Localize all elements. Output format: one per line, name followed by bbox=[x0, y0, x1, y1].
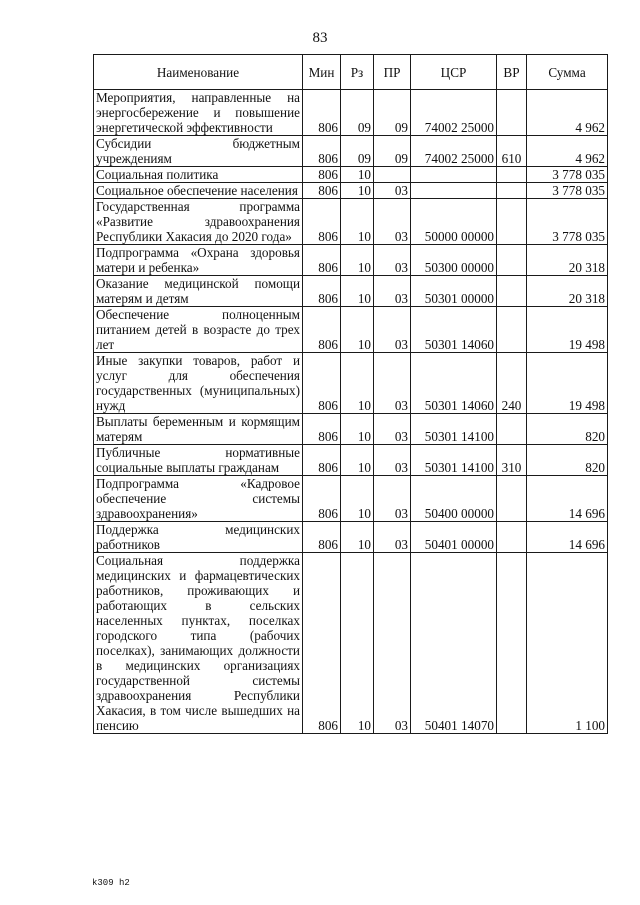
cell-pr: 03 bbox=[374, 199, 411, 245]
cell-csr: 50301 14100 bbox=[411, 414, 497, 445]
table-row bbox=[94, 476, 608, 522]
cell-sum: 3 778 035 bbox=[527, 167, 608, 183]
cell-pr: 03 bbox=[374, 522, 411, 553]
cell-sum: 4 962 bbox=[527, 90, 608, 136]
header-vr: ВР bbox=[497, 55, 527, 90]
cell-rz: 10 bbox=[341, 522, 374, 553]
cell-vr bbox=[497, 245, 527, 276]
cell-name: Публичные нормативные социальные выплаты гражданам bbox=[94, 445, 303, 476]
cell-name: Мероприятия, направленные на энергосбережение и повышение энергетической эффективности bbox=[94, 90, 303, 136]
cell-pr: 03 bbox=[374, 307, 411, 353]
table-row bbox=[94, 136, 608, 167]
cell-pr: 09 bbox=[374, 136, 411, 167]
cell-min: 806 bbox=[303, 307, 341, 353]
cell-sum: 19 498 bbox=[527, 307, 608, 353]
cell-csr: 50401 00000 bbox=[411, 522, 497, 553]
table-header-row bbox=[94, 55, 608, 90]
cell-rz: 10 bbox=[341, 245, 374, 276]
cell-name: Выплаты беременным и кормящим матерям bbox=[94, 414, 303, 445]
cell-csr: 50401 14070 bbox=[411, 553, 497, 734]
cell-csr: 50301 14100 bbox=[411, 445, 497, 476]
cell-pr: 03 bbox=[374, 414, 411, 445]
cell-rz: 10 bbox=[341, 199, 374, 245]
cell-vr bbox=[497, 276, 527, 307]
cell-pr bbox=[374, 167, 411, 183]
cell-sum: 14 696 bbox=[527, 476, 608, 522]
cell-rz: 10 bbox=[341, 183, 374, 199]
header-min: Мин bbox=[303, 55, 341, 90]
cell-vr bbox=[497, 553, 527, 734]
cell-name: Обеспечение полноценным питанием детей в возрасте до трех лет bbox=[94, 307, 303, 353]
cell-rz: 09 bbox=[341, 136, 374, 167]
cell-name: Государственная программа «Развитие здравоохранения Республики Хакасия до 2020 года» bbox=[94, 199, 303, 245]
cell-rz: 10 bbox=[341, 167, 374, 183]
table-row bbox=[94, 353, 608, 414]
header-rz: Рз bbox=[341, 55, 374, 90]
cell-sum: 19 498 bbox=[527, 353, 608, 414]
cell-csr bbox=[411, 167, 497, 183]
cell-min: 806 bbox=[303, 276, 341, 307]
cell-rz: 10 bbox=[341, 353, 374, 414]
cell-csr: 74002 25000 bbox=[411, 136, 497, 167]
cell-sum: 1 100 bbox=[527, 553, 608, 734]
cell-vr bbox=[497, 199, 527, 245]
cell-sum: 20 318 bbox=[527, 276, 608, 307]
cell-vr: 240 bbox=[497, 353, 527, 414]
table-row bbox=[94, 199, 608, 245]
cell-pr: 03 bbox=[374, 553, 411, 734]
table-row bbox=[94, 553, 608, 734]
header-name: Наименование bbox=[94, 55, 303, 90]
cell-rz: 10 bbox=[341, 476, 374, 522]
cell-rz: 09 bbox=[341, 90, 374, 136]
cell-min: 806 bbox=[303, 183, 341, 199]
cell-vr bbox=[497, 307, 527, 353]
cell-sum: 14 696 bbox=[527, 522, 608, 553]
cell-csr: 50301 00000 bbox=[411, 276, 497, 307]
cell-min: 806 bbox=[303, 136, 341, 167]
table-row bbox=[94, 276, 608, 307]
cell-pr: 03 bbox=[374, 476, 411, 522]
cell-min: 806 bbox=[303, 199, 341, 245]
cell-vr bbox=[497, 167, 527, 183]
cell-csr bbox=[411, 183, 497, 199]
page-number: 83 bbox=[312, 30, 328, 46]
footer-code: k309 h2 bbox=[92, 878, 130, 888]
cell-vr bbox=[497, 522, 527, 553]
cell-pr: 03 bbox=[374, 445, 411, 476]
budget-table bbox=[93, 54, 608, 734]
cell-name: Социальное обеспечение населения bbox=[94, 183, 303, 199]
cell-name: Подпрограмма «Охрана здоровья матери и ребенка» bbox=[94, 245, 303, 276]
cell-sum: 20 318 bbox=[527, 245, 608, 276]
cell-vr: 610 bbox=[497, 136, 527, 167]
header-pr: ПР bbox=[374, 55, 411, 90]
table-row bbox=[94, 445, 608, 476]
cell-min: 806 bbox=[303, 445, 341, 476]
header-sum: Сумма bbox=[527, 55, 608, 90]
table-row bbox=[94, 90, 608, 136]
table-row bbox=[94, 307, 608, 353]
cell-vr bbox=[497, 476, 527, 522]
table-row bbox=[94, 414, 608, 445]
cell-sum: 3 778 035 bbox=[527, 199, 608, 245]
cell-name: Оказание медицинской помощи матерям и детям bbox=[94, 276, 303, 307]
cell-csr: 50301 14060 bbox=[411, 307, 497, 353]
cell-min: 806 bbox=[303, 90, 341, 136]
cell-vr bbox=[497, 90, 527, 136]
table-body bbox=[94, 90, 608, 734]
cell-rz: 10 bbox=[341, 414, 374, 445]
cell-name: Иные закупки товаров, работ и услуг для обеспечения государственных (муниципальных) нужд bbox=[94, 353, 303, 414]
cell-csr: 50400 00000 bbox=[411, 476, 497, 522]
cell-min: 806 bbox=[303, 167, 341, 183]
cell-csr: 74002 25000 bbox=[411, 90, 497, 136]
cell-sum: 820 bbox=[527, 414, 608, 445]
cell-min: 806 bbox=[303, 414, 341, 445]
cell-min: 806 bbox=[303, 553, 341, 734]
cell-pr: 03 bbox=[374, 183, 411, 199]
table-row bbox=[94, 245, 608, 276]
cell-rz: 10 bbox=[341, 553, 374, 734]
table-row bbox=[94, 183, 608, 199]
cell-pr: 03 bbox=[374, 276, 411, 307]
cell-pr: 09 bbox=[374, 90, 411, 136]
table-row bbox=[94, 522, 608, 553]
cell-name: Поддержка медицинских работников bbox=[94, 522, 303, 553]
cell-pr: 03 bbox=[374, 353, 411, 414]
cell-csr: 50301 14060 bbox=[411, 353, 497, 414]
cell-min: 806 bbox=[303, 353, 341, 414]
cell-pr: 03 bbox=[374, 245, 411, 276]
cell-rz: 10 bbox=[341, 276, 374, 307]
cell-min: 806 bbox=[303, 522, 341, 553]
table-row bbox=[94, 167, 608, 183]
cell-name: Подпрограмма «Кадровое обеспечение системы здравоохранения» bbox=[94, 476, 303, 522]
cell-csr: 50300 00000 bbox=[411, 245, 497, 276]
cell-name: Субсидии бюджетным учреждениям bbox=[94, 136, 303, 167]
cell-vr: 310 bbox=[497, 445, 527, 476]
cell-vr bbox=[497, 414, 527, 445]
cell-sum: 4 962 bbox=[527, 136, 608, 167]
cell-csr: 50000 00000 bbox=[411, 199, 497, 245]
header-csr: ЦСР bbox=[411, 55, 497, 90]
cell-min: 806 bbox=[303, 245, 341, 276]
cell-name: Социальная поддержка медицинских и фармацевтических работников, проживающих и работающих в сельских населенных пунктах, поселках городского типа (рабочих поселках), занимающих должности в медицинских организациях государственной системы здравоохранения Республики Хакасия, в том числе вышедших на пенсию bbox=[94, 553, 303, 734]
cell-min: 806 bbox=[303, 476, 341, 522]
cell-sum: 3 778 035 bbox=[527, 183, 608, 199]
cell-vr bbox=[497, 183, 527, 199]
cell-name: Социальная политика bbox=[94, 167, 303, 183]
cell-rz: 10 bbox=[341, 307, 374, 353]
cell-rz: 10 bbox=[341, 445, 374, 476]
cell-sum: 820 bbox=[527, 445, 608, 476]
